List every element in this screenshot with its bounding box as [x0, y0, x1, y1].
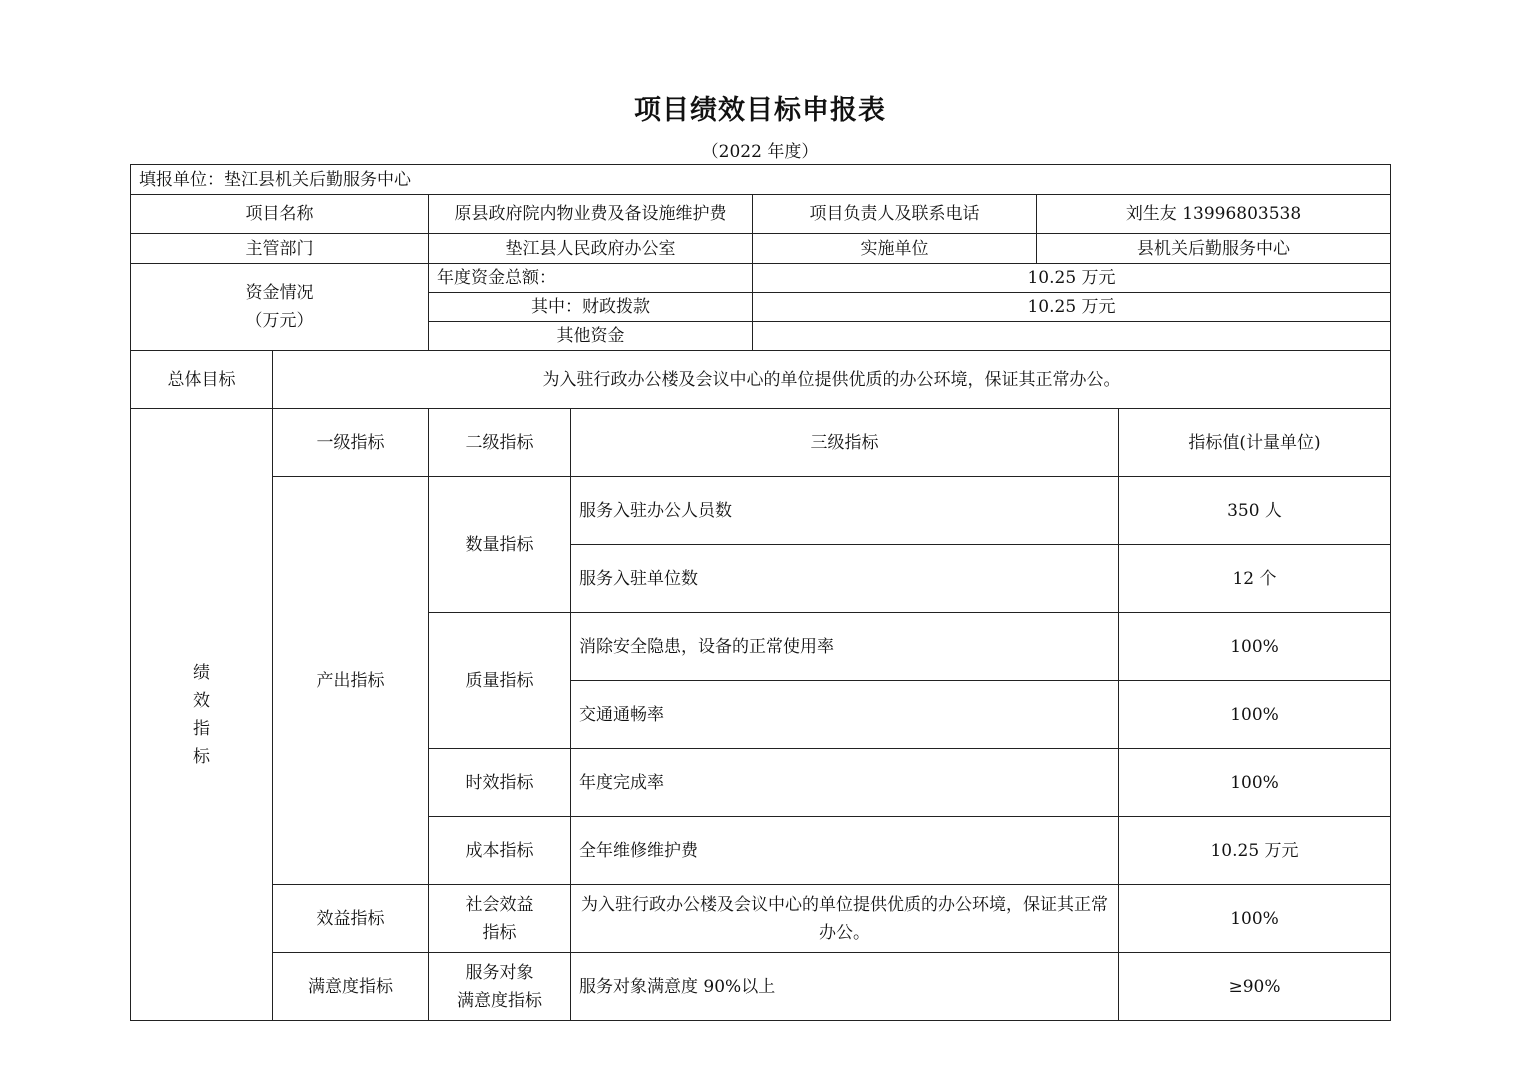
indicator-value: 10.25 万元	[1119, 817, 1391, 885]
reporting-unit-label: 填报单位：	[139, 169, 224, 190]
indicator-name: 交通通畅率	[571, 681, 1119, 749]
funds-total-row	[131, 264, 1391, 293]
indicator-name: 消除安全隐患，设备的正常使用率	[571, 613, 1119, 681]
funds-other-value	[753, 322, 1391, 351]
indicator-section-char: 标	[193, 746, 210, 767]
page-subtitle: （2022 年度）	[701, 142, 819, 162]
indicator-name: 为入驻行政办公楼及会议中心的单位提供优质的办公环境，保证其正常办公。	[571, 885, 1119, 953]
department-row	[131, 234, 1391, 264]
indicator-header-row	[131, 409, 1391, 477]
implementing-unit-label: 实施单位	[753, 234, 1037, 264]
implementing-unit-value: 县机关后勤服务中心	[1037, 234, 1391, 264]
indicator-name: 服务入驻办公人员数	[571, 477, 1119, 545]
funds-label-line2: （万元）	[245, 311, 314, 331]
funds-label-line1: 资金情况	[245, 283, 314, 303]
project-row	[131, 195, 1391, 234]
funds-total-value: 10.25 万元	[753, 264, 1391, 293]
performance-form-table	[130, 164, 1391, 1021]
funds-total-label: 年度资金总额：	[429, 264, 753, 293]
indicator-name: 全年维修维护费	[571, 817, 1119, 885]
indicator-value: 350 人	[1119, 477, 1391, 545]
satisfaction-sub-label	[429, 953, 571, 1021]
department-label: 主管部门	[131, 234, 429, 264]
satisfaction-sub-line1: 服务对象	[465, 962, 534, 983]
benefit-indicator-label: 效益指标	[273, 885, 429, 953]
indicator-name: 服务入驻单位数	[571, 545, 1119, 613]
goal-label: 总体目标	[131, 351, 273, 409]
indicator-section-label	[131, 409, 273, 1021]
social-benefit-line2: 指标	[482, 922, 517, 943]
social-benefit-line1: 社会效益	[465, 894, 534, 915]
indicator-section-char: 指	[193, 718, 210, 739]
indicator-section-char: 效	[193, 690, 210, 711]
indicator-name: 服务对象满意度 90%以上	[571, 953, 1119, 1021]
satisfaction-sub-line2: 满意度指标	[457, 990, 542, 1011]
satisfaction-indicator-label: 满意度指标	[273, 953, 429, 1021]
funds-label	[131, 264, 429, 351]
indicator-value: 100%	[1119, 613, 1391, 681]
funds-other-label: 其他资金	[429, 322, 753, 351]
table-row	[131, 885, 1391, 953]
header-value: 指标值(计量单位)	[1119, 409, 1391, 477]
indicator-value: ≥90%	[1119, 953, 1391, 1021]
social-benefit-label	[429, 885, 571, 953]
output-indicator-label: 产出指标	[273, 477, 429, 885]
quality-indicator-label: 质量指标	[429, 613, 571, 749]
indicator-value: 12 个	[1119, 545, 1391, 613]
indicator-value: 100%	[1119, 749, 1391, 817]
cost-indicator-label: 成本指标	[429, 817, 571, 885]
indicator-value: 100%	[1119, 681, 1391, 749]
funds-fiscal-value: 10.25 万元	[753, 293, 1391, 322]
department-value: 垫江县人民政府办公室	[429, 234, 753, 264]
timeliness-indicator-label: 时效指标	[429, 749, 571, 817]
page-title: 项目绩效目标申报表	[634, 95, 886, 126]
header-level3: 三级指标	[571, 409, 1119, 477]
header-level1: 一级指标	[273, 409, 429, 477]
header-level2: 二级指标	[429, 409, 571, 477]
reporting-unit-value: 垫江县机关后勤服务中心	[224, 169, 411, 190]
unit-row	[131, 165, 1391, 195]
table-row	[131, 477, 1391, 545]
indicator-name: 年度完成率	[571, 749, 1119, 817]
indicator-section-char: 绩	[193, 662, 210, 683]
project-name-label: 项目名称	[131, 195, 429, 234]
goal-row	[131, 351, 1391, 409]
reporting-unit-cell	[131, 165, 1391, 195]
funds-fiscal-label: 其中：财政拨款	[429, 293, 753, 322]
indicator-value: 100%	[1119, 885, 1391, 953]
project-owner-label: 项目负责人及联系电话	[753, 195, 1037, 234]
table-row	[131, 953, 1391, 1021]
project-name-value: 原县政府院内物业费及备设施维护费	[429, 195, 753, 234]
quantity-indicator-label: 数量指标	[429, 477, 571, 613]
project-owner-value: 刘生友 13996803538	[1037, 195, 1391, 234]
goal-value: 为入驻行政办公楼及会议中心的单位提供优质的办公环境，保证其正常办公。	[273, 351, 1391, 409]
